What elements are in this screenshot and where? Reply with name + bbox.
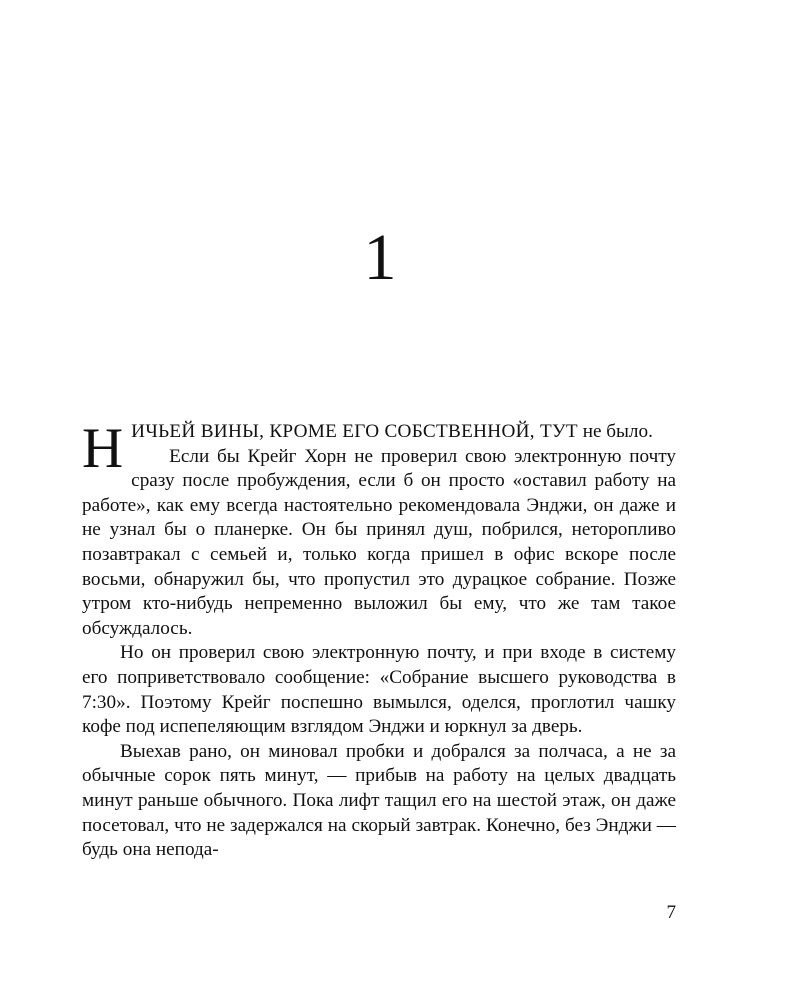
chapter-text xyxy=(82,417,676,863)
paragraph: Если бы Крейг Хорн не проверил свою электронную почту сразу после пробуждения, если б он просто «оставил работу на работе», как ему всегда настоятельно рекомендовала Энджи, он даже и не узнал бы о планерке. Он бы принял душ, побрился, неторопливо позавтракал с семьей и, только когда пришел в офис вскоре после восьми, обнаружил бы, что пропустил это дурацкое собрание. Позже утром кто-нибудь непременно выложил бы ему, что же там такое обсуждалось. xyxy=(82,445,676,639)
lead-in-caps: ИЧЬЕЙ ВИНЫ, КРОМЕ ЕГО СОБСТВЕННОЙ, ТУТ xyxy=(131,421,578,442)
paragraph: Выехав рано, он миновал пробки и добрался за полчаса, а не за обычные сорок пять минут, — прибыв на работу на целых двадцать минут раньше обычного. Пока лифт тащил его на шестой этаж, он даже посетовал, что не задержался на скорый завтрак. Конечно, без Энджи — будь она непода- xyxy=(82,740,676,861)
chapter-number: 1 xyxy=(363,221,397,294)
opening-paragraph xyxy=(82,417,676,480)
page-number: 7 xyxy=(666,902,676,923)
paragraph: Но он проверил свою электронную почту, и при входе в систему его поприветствовало сообщение: «Собрание высшего руководства в 7:30». Поэтому Крейг поспешно вымылся, оделся, проглотил чашку кофе под испепеляющим взглядом Энджи и юркнул за дверь. xyxy=(82,642,676,738)
opening-paragraph-rest: не было. xyxy=(582,421,653,442)
drop-cap: Н xyxy=(82,417,124,480)
